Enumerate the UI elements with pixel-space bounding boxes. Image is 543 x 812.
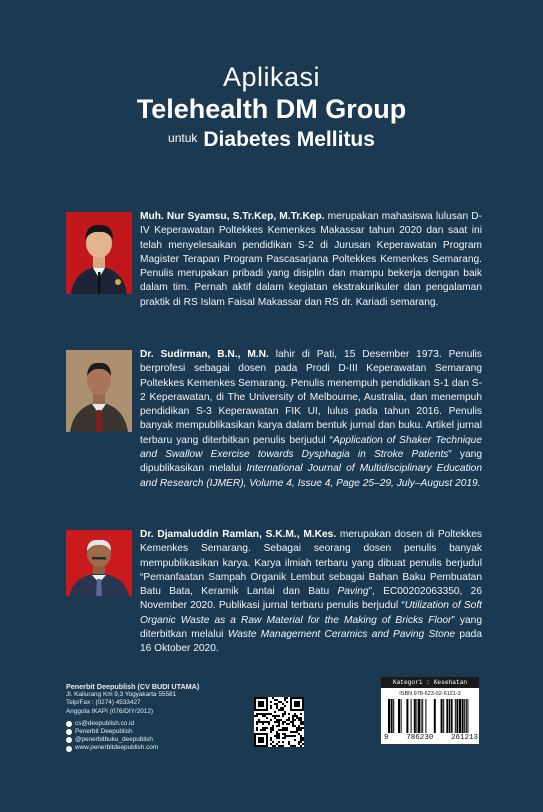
category-label: Kategori : Kesehatan [381,677,479,688]
author-bio-text-3a: merupakan dosen di Poltekkes Kemenkes Semarang. Sebagai seorang dosen penulis banyak mempublikasikan karya. Karya ilmiah terbaru yang dibuat penulis berjudul “Pemanfaatan Sampah Organik Lembut sebagai Bahan Baku Pembuatan Batu Bata, Keramik Lantai dan Batu [140,529,482,598]
author-bio-2 [140,348,482,491]
barcode-bars [388,699,474,733]
author-bio-journal-2: International Journal of Multidisciplinary Education and Research (IJMER), Volume 4, Issue 4, Page 25–29, July–August 2019. [140,463,482,489]
author-bio-article-title-3: Utilization of Soft Organic Waste as a Raw Material for the Making of Bricks Floor [140,600,482,626]
author-bio-3 [140,528,482,657]
isbn-barcode-box [381,677,479,744]
author-photo-3 [66,530,132,612]
publisher-facebook: Penerbit Deepublish [75,728,133,736]
author-bio-text-3c: ” yang diterbitkan melalui [140,614,482,641]
author-bio-text-2a: lahir di Pati, 15 Desember 1973. Penulis berprofesi sebagai dosen pada Prodi D-III Keperawatan Semarang Poltekkes Kemenkes Semarang. Penulis menempuh pendidikan S-1 dan S-2 Keperawatan, di The University of Melbourne, Australia, dan menempuh pendidikan S-3 Keperawatan FIK UI, lulus pada tahun 2016. Penulis banyak mempublikasikan karya dalam bentuk jurnal dan buku. Artikel jurnal terbaru yang diterbitkan penulis berjudul “ [140,349,482,446]
author-bio-text-3d: pada 16 Oktober 2020. [140,629,483,655]
title-prefix: untuk [168,131,198,145]
globe-icon [66,746,72,752]
publisher-ikapi: Anggota IKAPI (076/DIY/2012) [66,707,154,715]
author-photo-1 [66,212,132,294]
instagram-icon [66,737,72,743]
publisher-instagram-row [66,736,246,744]
title-line-1: Aplikasi [222,62,321,92]
author-bio-article-title-2: Application of Shaker Technique and Swallow Exercise towards Dysphagia in Stroke Patients [140,434,482,461]
author-bio-text-2b: ” yang dipublikasikan melalui [140,449,482,475]
publisher-info [66,683,246,753]
isbn-text: ISBN 978-623-02-6121-3 [399,691,461,697]
author-bio-journal-3: Waste Management Ceramics and Paving Stone [227,629,456,641]
email-icon [66,721,72,727]
publisher-email: cs@deepublish.co.id [75,719,135,727]
publisher-phone: Telp/Fax : (0274) 4533427 [66,699,141,707]
author-bio-text-3b: ”, EC00202063350, 26 November 2020. Publikasi jurnal terbaru penulis berjudul “ [140,586,482,612]
facebook-icon [66,729,72,735]
author-bio-text-1: merupakan mahasiswa lulusan D-IV Keperawatan Poltekkes Kemenkes Makassar tahun 2020 dan saat ini telah menyelesaikan pendidikan S-2 di Jurusan Keperawatan Program Magister Terapan Program Pascasarjana Poltekkes Kemenkes Semarang. Penulis merupakan pribadi yang disiplin dan mampu bekerja dengan baik dalam tim. Pernah aktif dalam kegiatan ekstrakurikuler dan pengalaman praktik di RS Islam Faisal Makassar dan RS dr. Kariadi semarang. [140,211,482,308]
barcode-digits-left: 786230 [406,734,434,742]
author-name-3: Dr. Djamaluddin Ramlan, S.K.M., M.Kes. [140,529,337,540]
publisher-email-row [66,720,246,728]
qr-code [254,697,304,747]
publisher-website: www.penerbitdeepublish.com [75,744,159,752]
author-name-1: Muh. Nur Syamsu, S.Tr.Kep, M.Tr.Kep. [140,211,325,222]
title-line-3 [0,128,543,152]
barcode-digits-right: 261213 [450,734,478,742]
author-bio-italic-3a: Paving [337,586,369,598]
barcode-digits [384,734,478,742]
publisher-website-row [66,744,246,752]
author-photo-2 [66,350,132,432]
author-bio-1 [140,210,482,310]
author-name-2: Dr. Sudirman, B.N., M.N. [140,349,269,360]
publisher-instagram: @penerbitbuku_deepublish [75,736,153,744]
publisher-address: Jl. Kaliurang Km 9,3 Yogyakarta 55581 [66,691,177,699]
book-title: Telehealth DM Group [136,94,407,124]
publisher-facebook-row [66,728,246,736]
book-subtitle: Diabetes Mellitus [203,128,375,151]
barcode-digit-first: 9 [384,734,389,742]
publisher-name: Penerbit Deepublish (CV BUDI UTAMA) [66,682,200,691]
